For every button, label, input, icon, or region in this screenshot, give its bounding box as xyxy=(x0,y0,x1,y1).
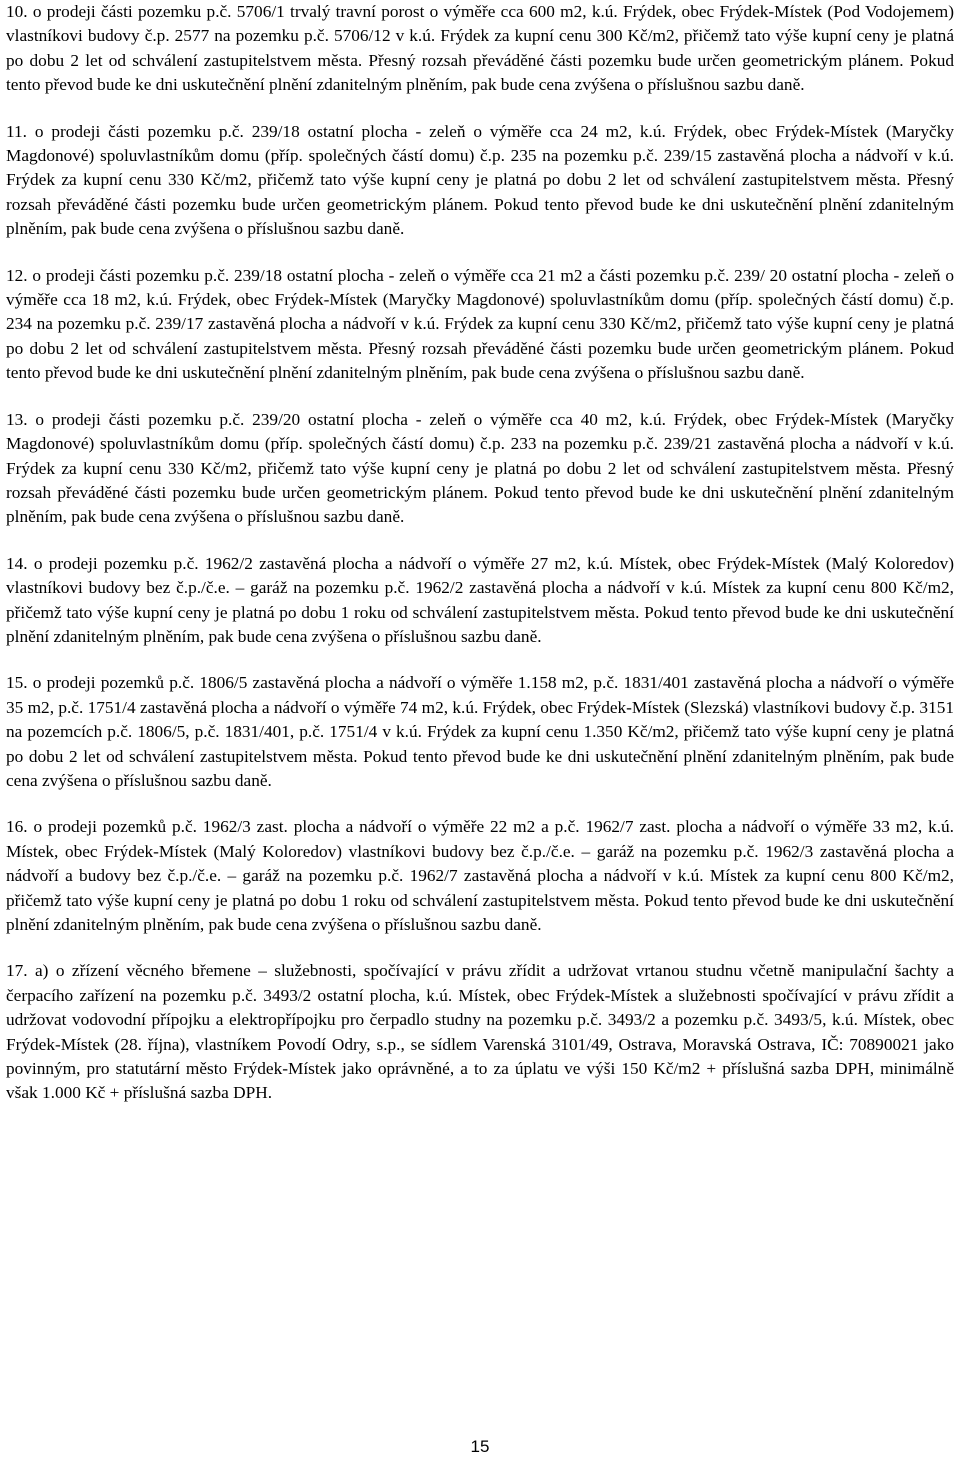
resolution-item-14: 14. o prodeji pozemku p.č. 1962/2 zastavěná plocha a nádvoří o výměře 27 m2, k.ú. Místek, obec Frýdek-Místek (Malý Koloredov) vlastníkovi budovy bez č.p./č.e. – garáž na pozemku p.č. 1962/2 zastavěná plocha a nádvoří v k.ú. Místek za kupní cenu 800 Kč/m2, přičemž tato výše kupní ceny je platná po dobu 1 roku od schválení zastupitelstvem města. Pokud tento převod bude ke dni uskutečnění plnění zdanitelným plněním, pak bude cena zvýšena o příslušnou sazbu daně. xyxy=(6,553,954,646)
page-number: 15 xyxy=(470,1437,490,1456)
resolution-item-13: 13. o prodeji části pozemku p.č. 239/20 ostatní plocha - zeleň o výměře cca 40 m2, k.ú. Frýdek, obec Frýdek-Místek (Maryčky Magdonové) spoluvlastníkům domu (příp. společných částí domu) č.p. 233 na pozemku p.č. 239/21 zastavěná plocha a nádvoří v k.ú. Frýdek za kupní cenu 330 Kč/m2, přičemž tato výše kupní ceny je platná po dobu 2 let od schválení zastupitelstvem města. Přesný rozsah převáděné části pozemku bude určen geometrickým plánem. Pokud tento převod bude ke dni uskutečnění plnění zdanitelným plněním, pak bude cena zvýšena o příslušnou sazbu daně. xyxy=(6,409,954,527)
resolution-item-15: 15. o prodeji pozemků p.č. 1806/5 zastavěná plocha a nádvoří o výměře 1.158 m2, p.č. 1831/401 zastavěná plocha a nádvoří o výměře 35 m2, p.č. 1751/4 zastavěná plocha a nádvoří o výměře 74 m2, k.ú. Frýdek, obec Frýdek-Místek (Slezská) vlastníkovi budovy č.p. 3151 na pozemcích p.č. 1806/5, p.č. 1831/401, p.č. 1751/4 v k.ú. Frýdek za kupní cenu 1.350 Kč/m2, přičemž tato výše kupní ceny je platná po dobu 2 let od schválení zastupitelstvem města. Pokud tento převod bude ke dni uskutečnění plnění zdanitelným plněním, pak bude cena zvýšena o příslušnou sazbu daně. xyxy=(6,673,954,790)
resolution-item-11: 11. o prodeji části pozemku p.č. 239/18 ostatní plocha - zeleň o výměře cca 24 m2, k.ú. Frýdek, obec Frýdek-Místek (Maryčky Magdonové) spoluvlastníkům domu (příp. společných částí domu) č.p. 235 na pozemku p.č. 239/15 zastavěná plocha a nádvoří v k.ú. Frýdek za kupní cenu 330 Kč/m2, přičemž tato výše kupní ceny je platná po dobu 2 let od schválení zastupitelstvem města. Přesný rozsah převáděné části pozemku bude určen geometrickým plánem. Pokud tento převod bude ke dni uskutečnění plnění zdanitelným plněním, pak bude cena zvýšena o příslušnou sazbu daně. xyxy=(6,121,954,239)
resolution-item-10: 10. o prodeji části pozemku p.č. 5706/1 trvalý travní porost o výměře cca 600 m2, k.ú. Frýdek, obec Frýdek-Místek (Pod Vodojemem) vlastníkovi budovy č.p. 2577 na pozemku p.č. 5706/12 v k.ú. Frýdek za kupní cenu 300 Kč/m2, přičemž tato výše kupní ceny je platná po dobu 2 let od schválení zastupitelstvem města. Přesný rozsah převáděné části pozemku bude určen geometrickým plánem. Pokud tento převod bude ke dni uskutečnění plnění zdanitelným plněním, pak bude cena zvýšena o příslušnou sazbu daně. xyxy=(6,2,954,95)
resolution-item-17: 17. a) o zřízení věcného břemene – služebnosti, spočívající v právu zřídit a udržovat vrtanou studnu včetně manipulační šachty a čerpacího zařízení na pozemku p.č. 3493/2 ostatní plocha, k.ú. Místek, obec Frýdek-Místek a služebnosti spočívající v právu zřídit a udržovat vodovodní přípojku a elektropřípojku pro čerpadlo studny na pozemku p.č. 3493/2 a pozemku p.č. 3493/5, k.ú. Místek, obec Frýdek-Místek (28. října), vlastníkem Povodí Odry, s.p., se sídlem Varenská 3101/49, Ostrava, Moravská Ostrava, IČ: 70890021 jako povinným, pro statutární město Frýdek-Místek jako oprávněné, a to za úplatu ve výši 150 Kč/m2 + příslušná sazba DPH, minimálně však 1.000 Kč + příslušná sazba DPH. xyxy=(6,961,954,1103)
resolution-item-12: 12. o prodeji části pozemku p.č. 239/18 ostatní plocha - zeleň o výměře cca 21 m2 a části pozemku p.č. 239/ 20 ostatní plocha - zeleň o výměře cca 18 m2, k.ú. Frýdek, obec Frýdek-Místek (Maryčky Magdonové) spoluvlastníkům domu (příp. společných částí domu) č.p. 234 na pozemku p.č. 239/17 zastavěná plocha a nádvoří v k.ú. Frýdek za kupní cenu 330 Kč/m2, přičemž tato výše kupní ceny je platná po dobu 2 let od schválení zastupitelstvem města. Přesný rozsah převáděné části pozemku bude určen geometrickým plánem. Pokud tento převod bude ke dni uskutečnění plnění zdanitelným plněním, pak bude cena zvýšena o příslušnou sazbu daně. xyxy=(6,265,954,383)
resolution-item-16: 16. o prodeji pozemků p.č. 1962/3 zast. plocha a nádvoří o výměře 22 m2 a p.č. 1962/7 zast. plocha a nádvoří o výměře 33 m2, k.ú. Místek, obec Frýdek-Místek (Malý Koloredov) vlastníkovi budovy bez č.p./č.e. – garáž na pozemku p.č. 1962/3 zastavěná plocha a nádvoří a budovy bez č.p./č.e. – garáž na pozemku p.č. 1962/7 zastavěná plocha a nádvoří v k.ú. Místek za kupní cenu 800 Kč/m2, přičemž tato výše kupní ceny je platná po dobu 1 roku od schválení zastupitelstvem města. Pokud tento převod bude ke dni uskutečnění plnění zdanitelným plněním, pak bude cena zvýšena o příslušnou sazbu daně. xyxy=(6,817,954,934)
